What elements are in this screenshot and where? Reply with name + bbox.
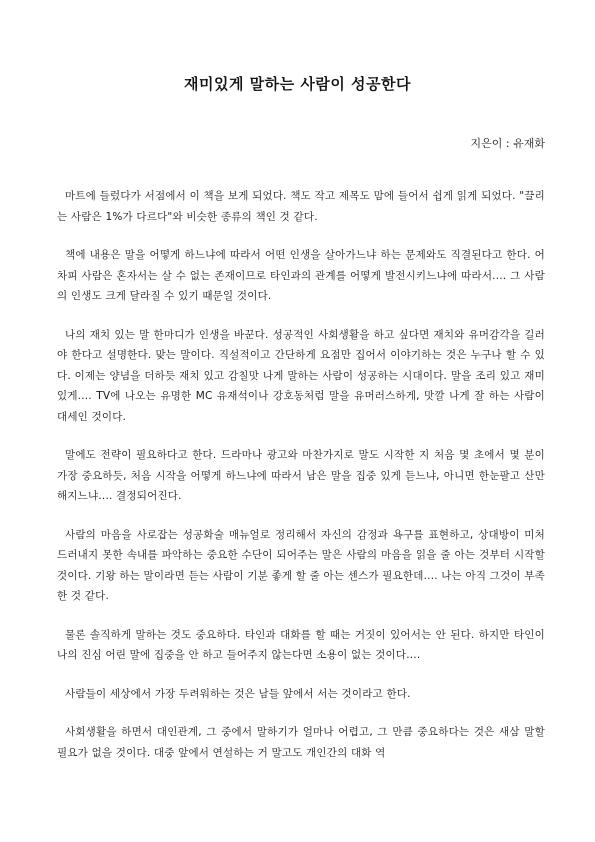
page-title: 재미있게 말하는 사람이 성공한다	[183, 75, 412, 93]
paragraph-2: 책에 내용은 말을 어떻게 하느냐에 따라서 어떤 인생을 살아가느냐 하는 문제와도 직결된다고 한다. 어차피 사람은 혼자서는 살 수 없는 존재이므로 타인과의 관계를 어떻게 발전시키느냐에 따라서.... 그 사람의 인생도 크게 달라질 수 있기 때문일 것이다.	[57, 249, 545, 302]
paragraph-1: 마트에 들렀다가 서점에서 이 책을 보게 되었다. 책도 작고 제목도 맘에 들어서 쉽게 읽게 되었다. "끌리는 사람은 1%가 다르다"와 비슷한 종류의 책인 것 같다.	[57, 190, 545, 223]
paragraph-8: 사회생활을 하면서 대인관계, 그 중에서 말하기가 얼마나 어렵고, 그 만큼 중요하다는 것은 새삼 말할 필요가 없을 것이다. 대중 앞에서 연설하는 거 말고도 개인간의 대화 역	[57, 726, 545, 759]
author-line: 지은이 : 유재화	[470, 137, 545, 150]
paragraph-7: 사람들이 세상에서 가장 두려워하는 것은 남들 앞에서 서는 것이라고 한다.	[65, 687, 411, 700]
document-body	[57, 186, 545, 781]
paragraph-6: 물론 솔직하게 말하는 것도 중요하다. 타인과 대화를 할 때는 거짓이 있어서는 안 된다. 하지만 타인이 나의 진심 어린 말에 집중을 안 하고 들어주지 않는다면 소용이 없는 것이다....	[57, 628, 545, 661]
paragraph-4: 말에도 전략이 필요하다고 한다. 드라마나 광고와 마찬가지로 말도 시작한 지 처음 몇 초에서 몇 분이 가장 중요하듯, 처음 시작을 어떻게 하느냐에 따라서 남은 말을 집중 있게 듣느냐, 아니면 한눈팔고 산만해지느냐.... 결정되어진다.	[57, 449, 545, 502]
paragraph-3: 나의 재치 있는 말 한마디가 인생을 바꾼다. 성공적인 사회생활을 하고 싶다면 재치와 유머감각을 길러야 한다고 설명한다. 맞는 말이다. 직설적이고 간단하게 요점만 집어서 이야기하는 것은 누구나 할 수 있다. 이제는 양념을 더하듯 재치 있고 감칠맛 나게 말하는 사람이 성공하는 시대이다. 말을 조리 있고 재미있게.... TV에 나오는 유명한 MC 유재석이나 강호동처럼 말을 유머러스하게, 맛깔 나게 잘 하는 사람이 대세인 것이다.	[57, 328, 545, 423]
paragraph-5: 사람의 마음을 사로잡는 성공화술 매뉴얼로 정리해서 자신의 감정과 욕구를 표현하고, 상대방이 미처 드러내지 못한 속내를 파악하는 중요한 수단이 되어주는 말은 사람의 마음을 읽을 줄 아는 것부터 시작할 것이다. 기왕 하는 말이라면 듣는 사람이 기분 좋게 할 줄 아는 센스가 필요한데.... 나는 아직 그것이 부족한 것 같다.	[57, 528, 546, 602]
